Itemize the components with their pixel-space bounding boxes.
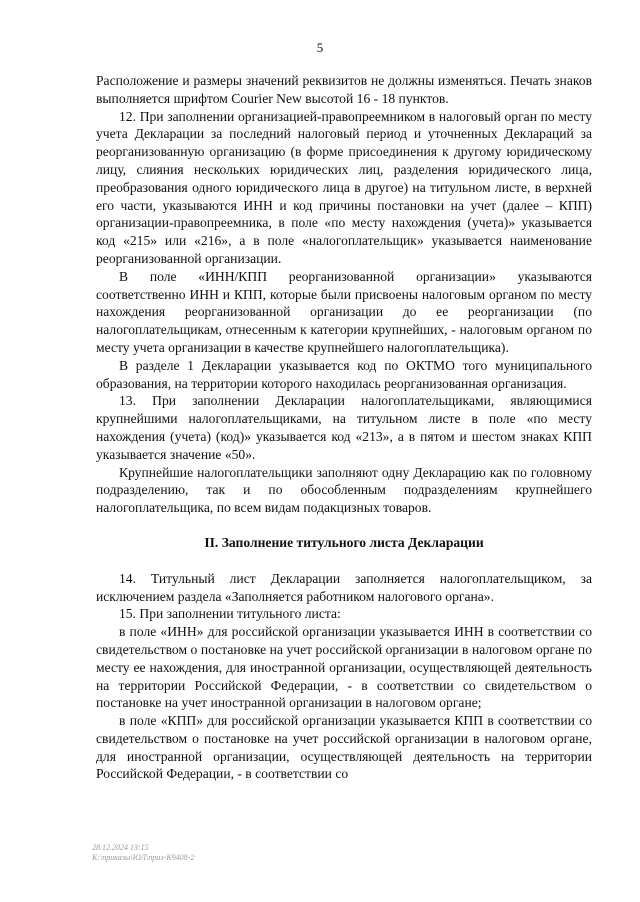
paragraph-oktmo: В разделе 1 Декларации указывается код по ОКТМО того муниципального образования, на территории которого находилась реорганизованная организация. <box>96 357 592 391</box>
paragraph-inn-field: в поле «ИНН» для российской организации указывается ИНН в соответствии со свидетельством о постановке на учет российской организации в налоговом органе по месту ее нахождения, для иностранной организации, осуществляющей деятельность на территории Российской Федерации, - в соответствии со свидетельством о постановке на учет иностранной организации в налоговом органе; <box>96 624 592 711</box>
footer-stamp <box>92 843 194 863</box>
paragraph-item-14: 14. Титульный лист Декларации заполняется налогоплательщиком, за исключением раздела «Заполняется работником налогового органа». <box>96 570 592 604</box>
paragraph-item-15: 15. При заполнении титульного листа: <box>119 606 341 622</box>
footer-file-path: К:\приказы\ЮЛ\прил-К9408-2 <box>92 853 195 862</box>
paragraph-kpp-field: в поле «КПП» для российской организации указывается КПП в соответствии со свидетельством о постановке на учет российской организации в налоговом органе, для иностранной организации, осуществляющей деятельность на территории Российской Федерации, - в соответствии со <box>96 713 592 782</box>
document-body <box>96 72 592 783</box>
paragraph-item-12: 12. При заполнении организацией-правопреемником в налоговый орган по месту учета Декларации за последний налоговый период и уточненных Деклараций за реорганизованную организацию (в форме присоединения к другому юридическому лицу, слияния нескольких юридических лиц, разделения юридического лица, преобразования одного юридического лица в другое) на титульном листе, в верхней его части, указываются ИНН и код причины постановки на учет (далее – КПП) организации-правопреемника, в поле «по месту нахождения (учета)» указывается код «215» или «216», а в поле «налогоплательщик» указывается наименование реорганизованной организации. <box>96 108 592 266</box>
footer-timestamp: 28.12.2024 13:15 <box>92 843 149 852</box>
paragraph-largest-taxpayers: Крупнейшие налогоплательщики заполняют одну Декларацию как по головному подразделению, так и по обособленным подразделениям крупнейшего налогоплательщика, по всем видам подакцизных товаров. <box>96 464 592 516</box>
section-heading: II. Заполнение титульного листа Декларации <box>204 534 484 550</box>
paragraph-inn-kpp-reorganized: В поле «ИНН/КПП реорганизованной организации» указываются соответственно ИНН и КПП, которые были присвоены налоговым органом по месту нахождения реорганизованной организации до ее реорганизации (по налогоплательщикам, отнесенным к категории крупнейших, - налоговым органом по месту учета организации в качестве крупнейшего налогоплательщика). <box>96 268 592 355</box>
page-number: 5 <box>316 40 324 55</box>
paragraph-item-13: 13. При заполнении Декларации налогоплательщиками, являющимися крупнейшими налогоплательщиками, на титульном листе в поле «по месту нахождения (учета) (код)» указывается код «213», а в пятом и шестом знаках КПП указывается значение «50». <box>96 393 592 462</box>
paragraph-continuation: Расположение и размеры значений реквизитов не должны изменяться. Печать знаков выполняется шрифтом Courier New высотой 16 - 18 пунктов. <box>96 73 592 106</box>
